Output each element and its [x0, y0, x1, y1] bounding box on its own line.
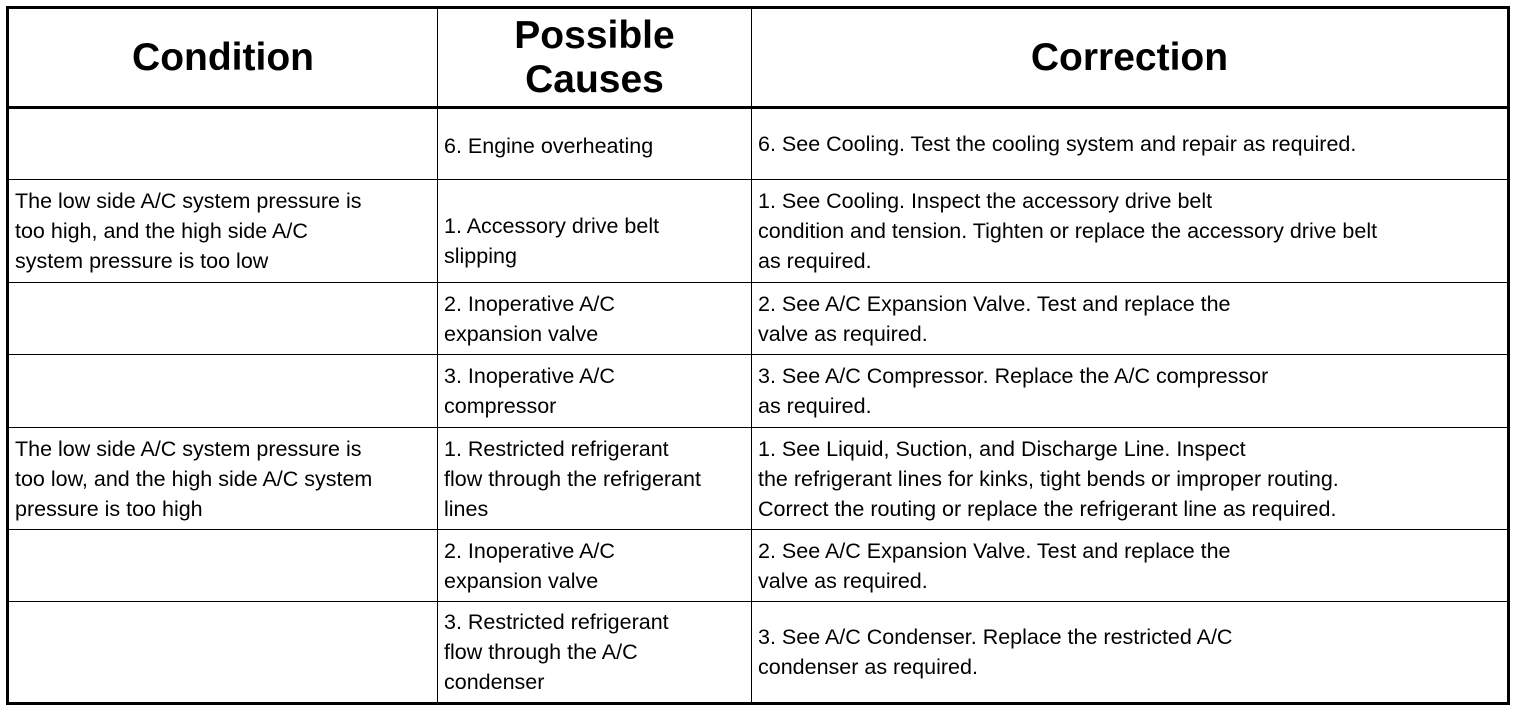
cause-cell: 3. Inoperative A/C compressor — [438, 355, 752, 428]
correction-cell: 1. See Cooling. Inspect the accessory drive belt condition and tension. Tighten or replace the accessory drive belt as required. — [752, 180, 1509, 283]
table-row — [8, 602, 1509, 704]
table-row — [8, 283, 1509, 355]
correction-cell: 6. See Cooling. Test the cooling system and repair as required. — [752, 108, 1509, 180]
correction-cell: 2. See A/C Expansion Valve. Test and replace the valve as required. — [752, 283, 1509, 355]
condition-cell — [8, 602, 438, 704]
correction-cell: 2. See A/C Expansion Valve. Test and replace the valve as required. — [752, 530, 1509, 602]
table-row — [8, 530, 1509, 602]
condition-cell: The low side A/C system pressure is too high, and the high side A/C system pressure is too low — [8, 180, 438, 283]
condition-cell — [8, 108, 438, 180]
cause-cell: 2. Inoperative A/C expansion valve — [438, 530, 752, 602]
header-row — [8, 8, 1509, 108]
table-row — [8, 180, 1509, 283]
cause-cell: 2. Inoperative A/C expansion valve — [438, 283, 752, 355]
possible-causes-header: Possible Causes — [438, 8, 752, 108]
diagnostic-table — [6, 6, 1510, 705]
correction-cell: 3. See A/C Compressor. Replace the A/C compressor as required. — [752, 355, 1509, 428]
correction-header: Correction — [752, 8, 1509, 108]
correction-cell: 3. See A/C Condenser. Replace the restricted A/C condenser as required. — [752, 602, 1509, 704]
cause-cell: 6. Engine overheating — [438, 108, 752, 180]
condition-header: Condition — [8, 8, 438, 108]
condition-cell — [8, 355, 438, 428]
condition-cell — [8, 283, 438, 355]
condition-cell: The low side A/C system pressure is too low, and the high side A/C system pressure is too high — [8, 428, 438, 530]
cause-cell: 3. Restricted refrigerant flow through the A/C condenser — [438, 602, 752, 704]
cause-cell: 1. Restricted refrigerant flow through the refrigerant lines — [438, 428, 752, 530]
table-row — [8, 355, 1509, 428]
table-row — [8, 108, 1509, 180]
cause-cell: 1. Accessory drive belt slipping — [438, 180, 752, 283]
correction-cell: 1. See Liquid, Suction, and Discharge Line. Inspect the refrigerant lines for kinks, tight bends or improper routing. Correct the routing or replace the refrigerant line as required. — [752, 428, 1509, 530]
condition-cell — [8, 530, 438, 602]
table-row — [8, 428, 1509, 530]
